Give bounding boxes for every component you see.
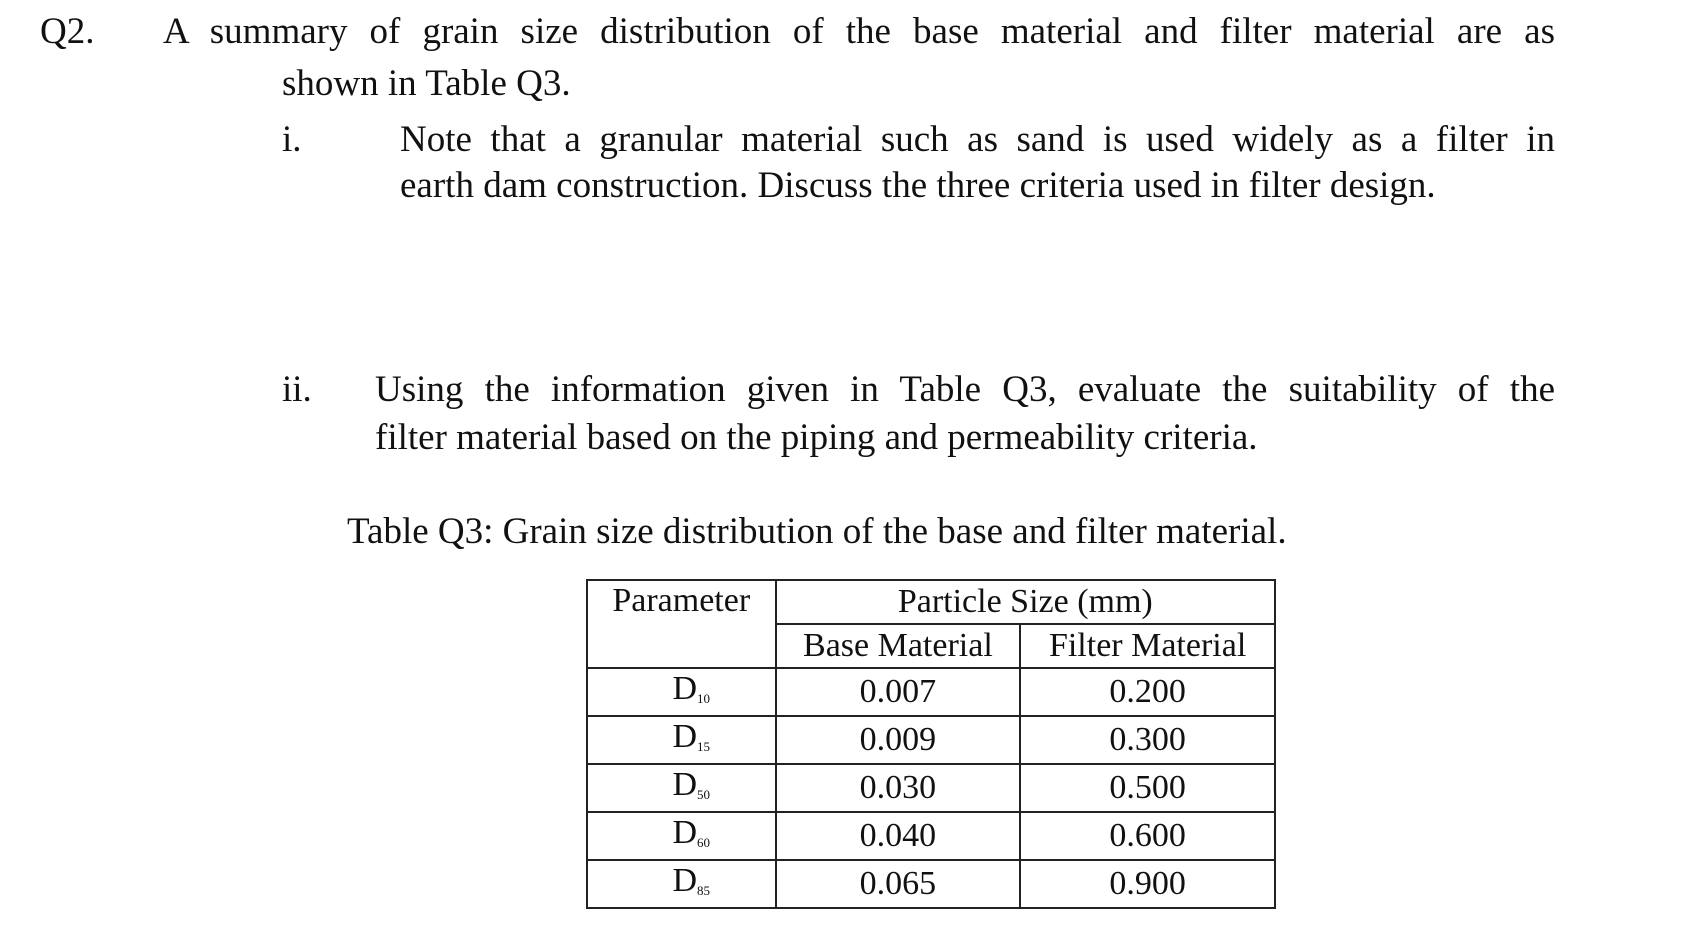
part-i-label: i. [282,119,302,160]
parameter-subscript: 15 [697,739,711,754]
parameter-subscript: 50 [697,787,711,802]
base-value-cell: 0.030 [776,764,1021,812]
part-ii-label: ii. [282,369,312,410]
question-stem-line-2: shown in Table Q3. [282,63,571,104]
base-value-cell: 0.040 [776,812,1021,860]
part-i-line-2: earth dam construction. Discuss the three criteria used in filter design. [400,165,1436,206]
parameter-symbol: D [672,862,698,899]
filter-material-header: Filter Material [1020,624,1275,668]
parameter-symbol: D [672,814,698,851]
base-value-cell: 0.007 [776,668,1021,716]
parameter-subscript: 10 [697,691,711,706]
table-row [587,764,1275,812]
filter-value-cell: 0.600 [1020,812,1275,860]
base-value-cell: 0.065 [776,860,1021,908]
parameter-cell [587,860,776,908]
parameter-cell [587,812,776,860]
parameter-symbol: D [672,718,698,755]
question-stem-line-1: A summary of grain size distribution of the base material and filter material are as [163,11,1555,52]
base-value-cell: 0.009 [776,716,1021,764]
table-row [587,668,1275,716]
filter-value-cell: 0.500 [1020,764,1275,812]
part-i-line-1: Note that a granular material such as sand is used widely as a filter in [400,119,1555,160]
filter-value-cell: 0.200 [1020,668,1275,716]
parameter-cell [587,764,776,812]
table-row [587,812,1275,860]
base-material-header: Base Material [776,624,1021,668]
question-number: Q2. [40,11,95,52]
parameter-symbol: D [672,766,698,803]
table-row [587,716,1275,764]
filter-value-cell: 0.300 [1020,716,1275,764]
table-row [587,860,1275,908]
filter-value-cell: 0.900 [1020,860,1275,908]
parameter-symbol: D [672,670,698,707]
parameter-cell [587,716,776,764]
part-ii-line-1: Using the information given in Table Q3, evaluate the suitability of the [375,369,1555,410]
part-ii-line-2: filter material based on the piping and permeability criteria. [375,417,1258,458]
table-caption: Table Q3: Grain size distribution of the base and filter material. [347,511,1287,552]
grain-size-table [586,579,1276,909]
parameter-cell [587,668,776,716]
parameter-header: Parameter [587,580,776,668]
particle-size-header: Particle Size (mm) [776,580,1275,624]
parameter-subscript: 85 [697,883,711,898]
parameter-subscript: 60 [697,835,711,850]
table-header-row [587,580,1275,624]
